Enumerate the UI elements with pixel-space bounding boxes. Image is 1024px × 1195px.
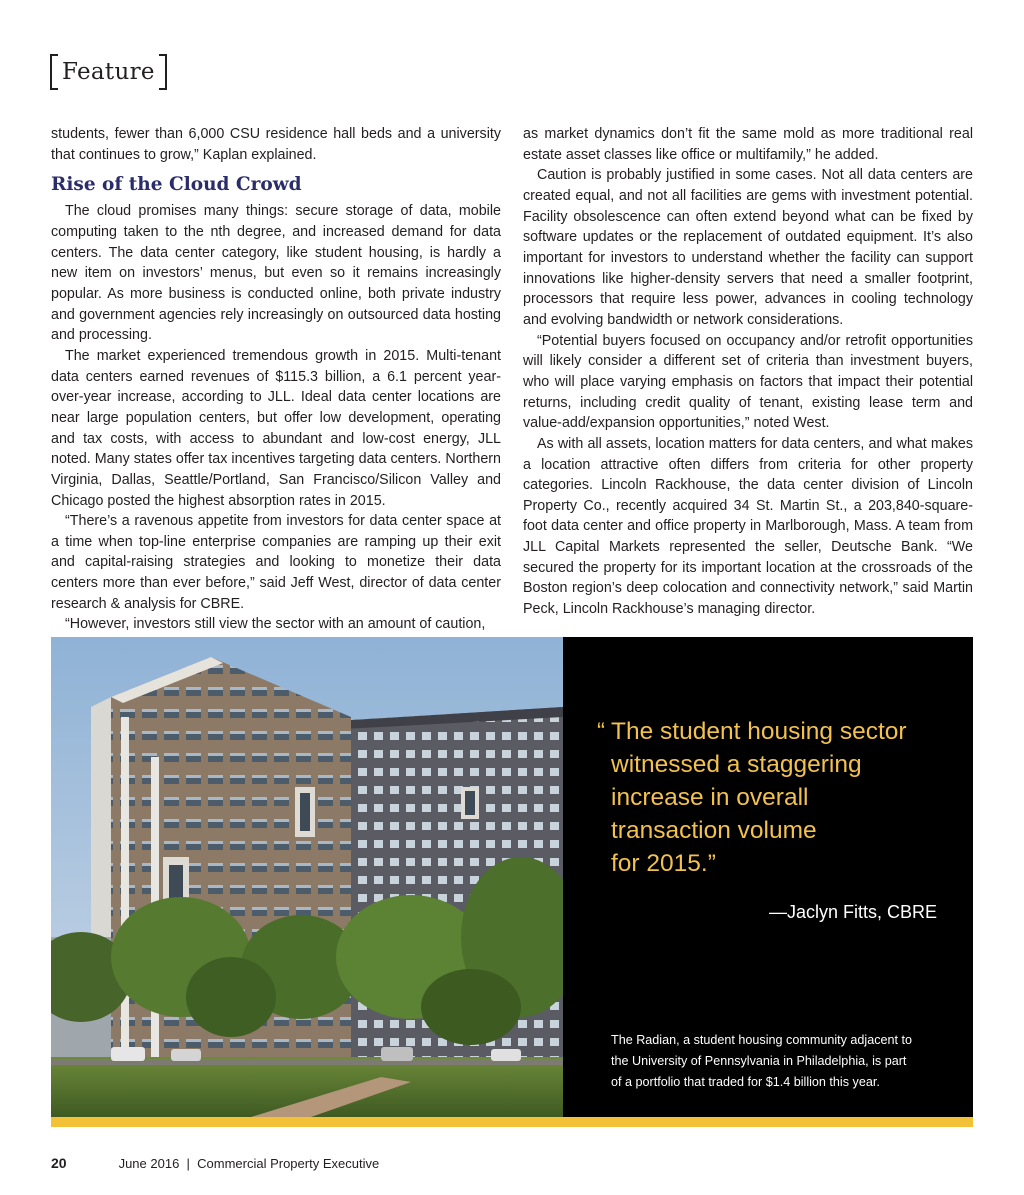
pull-quote-panel bbox=[563, 637, 973, 1117]
pull-quote-line: witnessed a staggering bbox=[611, 751, 862, 778]
quote-mark: “ bbox=[597, 718, 605, 745]
pull-quote-line: for 2015.” bbox=[611, 850, 716, 877]
section-label: Feature bbox=[62, 59, 155, 85]
caption-line: The Radian, a student housing community adjacent to bbox=[611, 1033, 913, 1047]
page-footer bbox=[51, 1155, 379, 1171]
body-paragraph: As with all assets, location matters for data centers, and what makes a location attractive often differs from criteria for other property categories. Lincoln Rackhouse, the data center division of Lincoln Property Co., recently acquired 34 St. Martin St., a 203,840-square-foot data center and office property in Marlborough, Mass. A team from JLL Capital Markets represented the seller, Deutsche Bank. “We secured the property for its important location at the crossroads of the Boston region’s deep colocation and connectivity network,” said Martin Peck, Lincoln Rackhouse’s managing director. bbox=[523, 435, 973, 618]
body-paragraph: as market dynamics don’t fit the same mold as more traditional real estate asset classes like office or multifamily,” he added. bbox=[523, 126, 973, 163]
pull-quote-line: increase in overall bbox=[611, 784, 809, 811]
body-paragraph: “There’s a ravenous appetite from investors for data center space at a time when top-line enterprise companies are ramping up their exit and capital-raising strategies and looking to monetize their data centers more than ever before,” said Jeff West, director of data center research & analysis for CBRE. bbox=[51, 513, 501, 612]
body-paragraph: “Potential buyers focused on occupancy and/or retrofit opportunities will likely consider a different set of criteria than investment buyers, who will place varying emphasis on factors that impact their potential returns, including credit quality of tenant, existing lease term and value-add/expansion opportunities,” noted West. bbox=[523, 332, 973, 432]
body-paragraph: “However, investors still view the sector with an amount of caution, bbox=[65, 616, 486, 633]
quote-attribution: —Jaclyn Fitts, CBRE bbox=[768, 902, 937, 922]
pull-quote-line: transaction volume bbox=[611, 817, 817, 844]
left-column bbox=[51, 124, 501, 635]
body-paragraph: Caution is probably justified in some cases. Not all data centers are created equal, and not all facilities are gems with investment potential. Facility obsolescence can often extend beyond what can be fixed by software updates or the replacement of outdated equipment. It’s also important for investors to understand whether the facility can support innovations like higher-density servers that need a smaller footprint, processors that require less power, advances in cooling technology and evolving bandwidth or network considerations. bbox=[523, 167, 973, 328]
building-photo bbox=[51, 637, 563, 1117]
section-tag bbox=[50, 54, 167, 90]
caption-line: the University of Pennsylvania in Philadelphia, is part bbox=[611, 1054, 907, 1068]
right-bracket bbox=[159, 54, 167, 90]
subheading: Rise of the Cloud Crowd bbox=[51, 174, 302, 196]
pull-quote bbox=[611, 715, 951, 880]
left-bracket bbox=[50, 54, 58, 90]
body-paragraph: The market experienced tremendous growth in 2015. Multi-tenant data centers earned revenues of $115.3 billion, a 6.1 percent year-over-year increase, according to JLL. Ideal data center locations are near large population centers, but offer low development, operating and tax costs, with access to abundant and low-cost energy, JLL noted. Many states offer tax incentives targeting data centers. Northern Virginia, Dallas, Seattle/Portland, San Francisco/Silicon Valley and Chicago posted the highest absorption rates in 2015. bbox=[51, 347, 501, 509]
right-column bbox=[523, 124, 973, 620]
body-paragraph: students, fewer than 6,000 CSU residence hall beds and a university that continues to grow,” Kaplan explained. bbox=[51, 126, 501, 163]
body-paragraph: The cloud promises many things: secure storage of data, mobile computing taken to the nth degree, and increased demand for data centers. The data center category, like student housing, is hardly a new item on investors’ menus, but even so it remains increasingly popular. As more business is conducted online, both private industry and government agencies rely increasingly on outsourced data hosting and processing. bbox=[51, 203, 501, 344]
accent-bar bbox=[51, 1117, 973, 1127]
pull-quote-line: The student housing sector bbox=[611, 718, 907, 745]
caption-line: of a portfolio that traded for $1.4 billion this year. bbox=[611, 1075, 880, 1089]
page-number: 20 bbox=[51, 1155, 67, 1171]
feature-figure bbox=[51, 637, 973, 1117]
publication-info: June 2016 | Commercial Property Executive bbox=[118, 1156, 380, 1171]
photo-caption bbox=[611, 1030, 961, 1093]
